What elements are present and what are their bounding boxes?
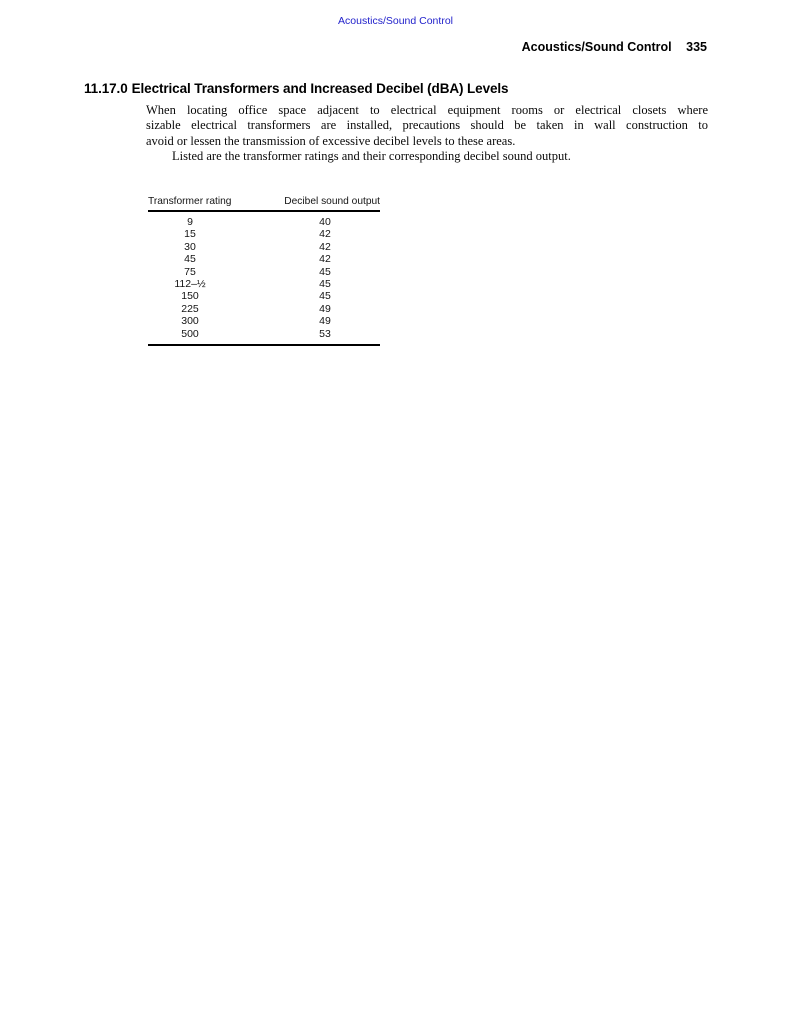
output-cell: 49	[319, 315, 331, 328]
table-header-row	[148, 195, 380, 212]
output-cell: 42	[319, 240, 331, 253]
paragraph-line: When locating office space adjacent to electrical equipment rooms or electrical closets where	[146, 103, 708, 117]
rating-cell: 300	[181, 315, 199, 328]
rating-cell: 112–½	[174, 277, 206, 290]
column-header-decibel-sound-output: Decibel sound output	[284, 196, 380, 207]
paragraph-line: sizable electrical transformers are installed, precautions should be taken in wall construction to	[146, 118, 708, 133]
rating-cell: 15	[184, 228, 196, 241]
rating-cell: 30	[184, 240, 196, 253]
rating-cell: 45	[184, 253, 196, 266]
table-row	[148, 278, 380, 290]
table-row	[148, 266, 380, 278]
output-cell: 53	[319, 327, 331, 340]
transformer-rating-table	[148, 195, 380, 346]
section-number: 11.17.0	[84, 81, 128, 96]
column-header-transformer-rating: Transformer rating	[148, 196, 232, 207]
output-cell: 40	[319, 216, 331, 228]
output-cell: 49	[319, 302, 331, 315]
table-row	[148, 315, 380, 327]
table-row	[148, 241, 380, 253]
output-cell: 42	[319, 253, 331, 266]
table-row	[148, 303, 380, 315]
table-row	[148, 228, 380, 240]
running-header-title: Acoustics/Sound Control	[521, 40, 672, 54]
output-cell: 45	[319, 265, 331, 278]
page-number: 335	[686, 40, 707, 54]
breadcrumb-link[interactable]: Acoustics/Sound Control	[338, 15, 453, 27]
table-row	[148, 216, 380, 228]
rating-cell: 225	[181, 302, 199, 315]
paragraph-line: Listed are the transformer ratings and their corresponding decibel sound output.	[172, 149, 571, 164]
table-row	[148, 290, 380, 302]
table-row	[148, 253, 380, 265]
running-header	[522, 40, 707, 54]
output-cell: 42	[319, 228, 331, 241]
rating-cell: 9	[187, 216, 193, 228]
table-body	[148, 212, 380, 346]
output-cell: 45	[319, 277, 331, 290]
rating-cell: 75	[184, 265, 196, 278]
section-title: Electrical Transformers and Increased Decibel (dBA) Levels	[131, 81, 509, 96]
section-heading	[84, 81, 508, 96]
output-cell: 45	[319, 290, 331, 303]
body-paragraphs	[146, 103, 708, 165]
rating-cell: 500	[181, 327, 199, 340]
paragraph-line: avoid or lessen the transmission of excessive decibel levels to these areas.	[146, 133, 516, 148]
rating-cell: 150	[181, 290, 199, 303]
table-row	[148, 328, 380, 340]
